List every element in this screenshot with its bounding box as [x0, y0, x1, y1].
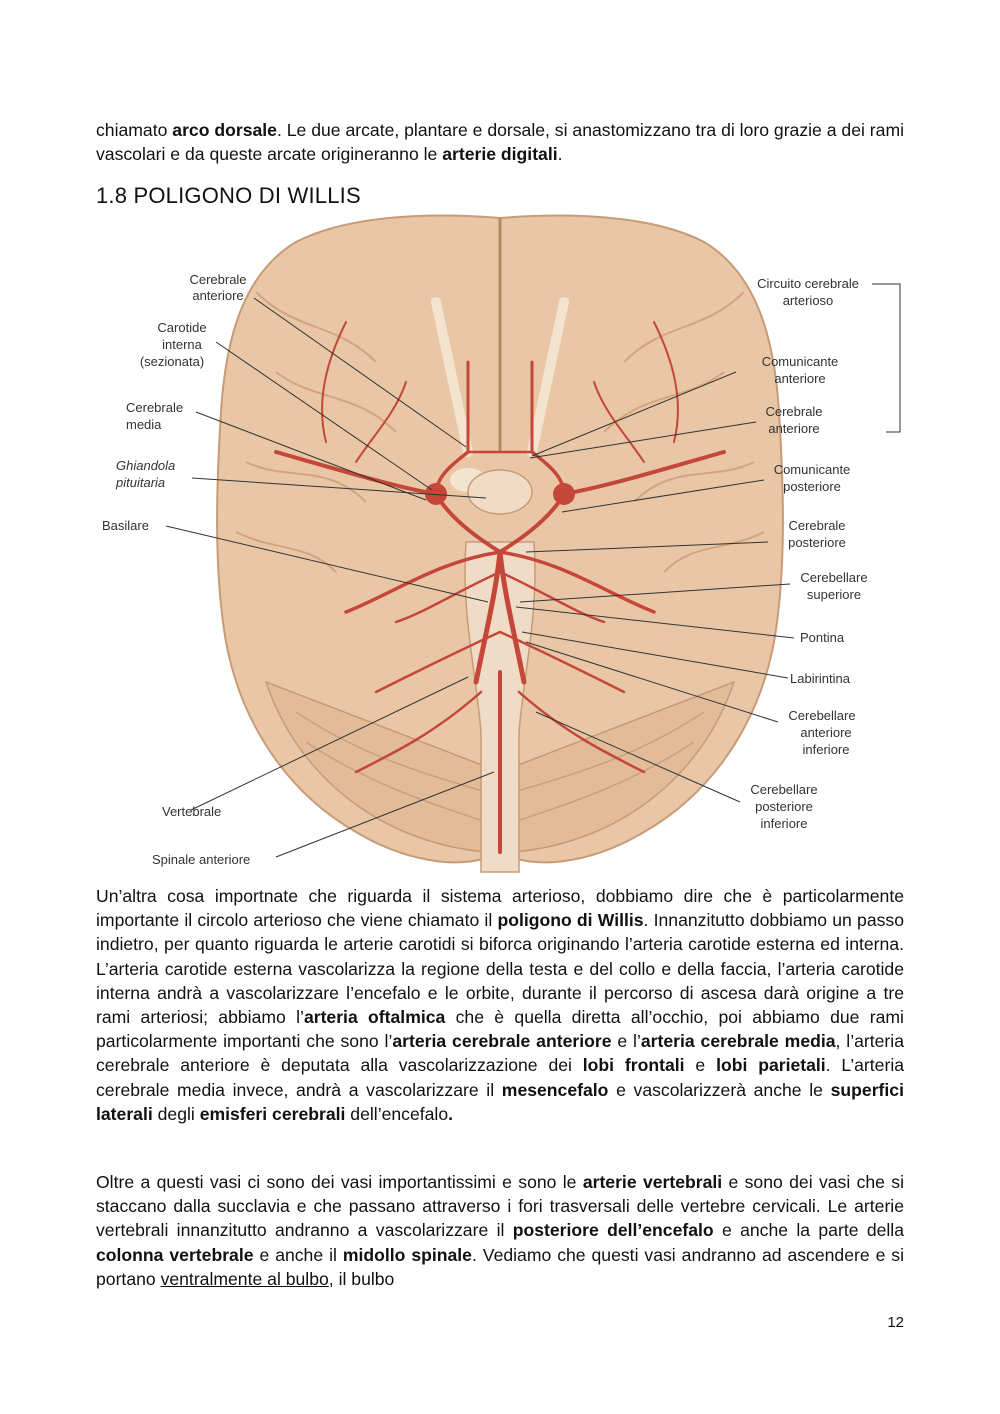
label-cerebellare-superiore: Cerebellare superiore — [800, 570, 868, 602]
label-carotide-interna: Carotide interna (sezionata) — [139, 320, 207, 369]
label-spinale-anteriore: Spinale anteriore — [152, 852, 251, 867]
label-ghiandola-pituitaria: Ghiandola pituitaria — [116, 458, 176, 490]
label-cerebrale-media: Cerebrale media — [126, 400, 184, 432]
label-cerebellare-posteriore-inferiore: Cerebellare posteriore inferiore — [750, 782, 818, 831]
label-labirintina: Labirintina — [790, 671, 850, 686]
label-circuito-cerebrale: Circuito cerebrale arterioso — [757, 276, 859, 308]
willis-paragraph: Un’altra cosa importnate che riguarda il sistema arterioso, dobbiamo dire che è particolarmente importante il circolo arterioso che viene chiamato il poligono di Willis. Innanzitutto dobbiamo un passo indietro, per quanto riguarda le arterie carotidi si biforca originando l’arteria carotide esterna ed interna. L’arteria carotide esterna vascolarizza la regione della testa e del collo e della faccia, l’arteria carotide interna andrà a vascolarizzare l’encefalo e le orbite, durante il percorso di ascesa darà origine a tre rami arteriosi; abbiamo l’arteria oftalmica che è quella diretta all’occhio, poi abbiamo due rami particolarmente importanti che sono l’arteria cerebrale anteriore e l’arteria cerebrale media, l’arteria cerebrale anteriore è deputata alla vascolarizzazione dei lobi frontali e lobi parietali. L’arteria cerebrale media invece, andrà a vascolarizzare il mesencefalo e vascolarizzerà anche le superfici laterali degli emisferi cerebrali dell’encefalo. — [96, 886, 905, 1124]
page-number: 12 — [887, 1314, 904, 1331]
brain-illustration — [96, 212, 904, 878]
label-vertebrale: Vertebrale — [162, 804, 222, 819]
intro-paragraph: chiamato arco dorsale. Le due arcate, plantare e dorsale, si anastomizzano tra di loro grazie a dei rami vascolari e da queste arcate origineranno le arterie digitali. — [96, 120, 905, 165]
label-cerebrale-anteriore-left: Cerebrale anteriore — [189, 272, 247, 303]
section-heading: 1.8 POLIGONO DI WILLIS — [96, 183, 361, 208]
label-pontina: Pontina — [800, 630, 845, 645]
label-cerebrale-anteriore-right: Cerebrale anteriore — [765, 404, 823, 436]
label-cerebrale-posteriore: Cerebrale posteriore — [788, 518, 846, 550]
brain-drawing — [217, 216, 783, 872]
label-cerebellare-anteriore-inferiore: Cerebellare anteriore inferiore — [788, 708, 856, 757]
label-basilare: Basilare — [102, 518, 149, 533]
label-comunicante-posteriore: Comunicante posteriore — [773, 462, 851, 494]
label-comunicante-anteriore: Comunicante anteriore — [761, 354, 839, 386]
vertebral-paragraph: Oltre a questi vasi ci sono dei vasi importantissimi e sono le arterie vertebrali e sono dei vasi che si staccano dalla succlavia e che passano attraverso i fori trasversali delle vertebre cervicali. Le arterie vertebrali innanzitutto andranno a vascolarizzare il posteriore dell’encefalo e anche la parte della colonna vertebrale e anche il midollo spinale. Vediamo che questi vasi andranno ad ascendere e si portano ventralmente al bulbo, il bulbo — [96, 1172, 905, 1289]
